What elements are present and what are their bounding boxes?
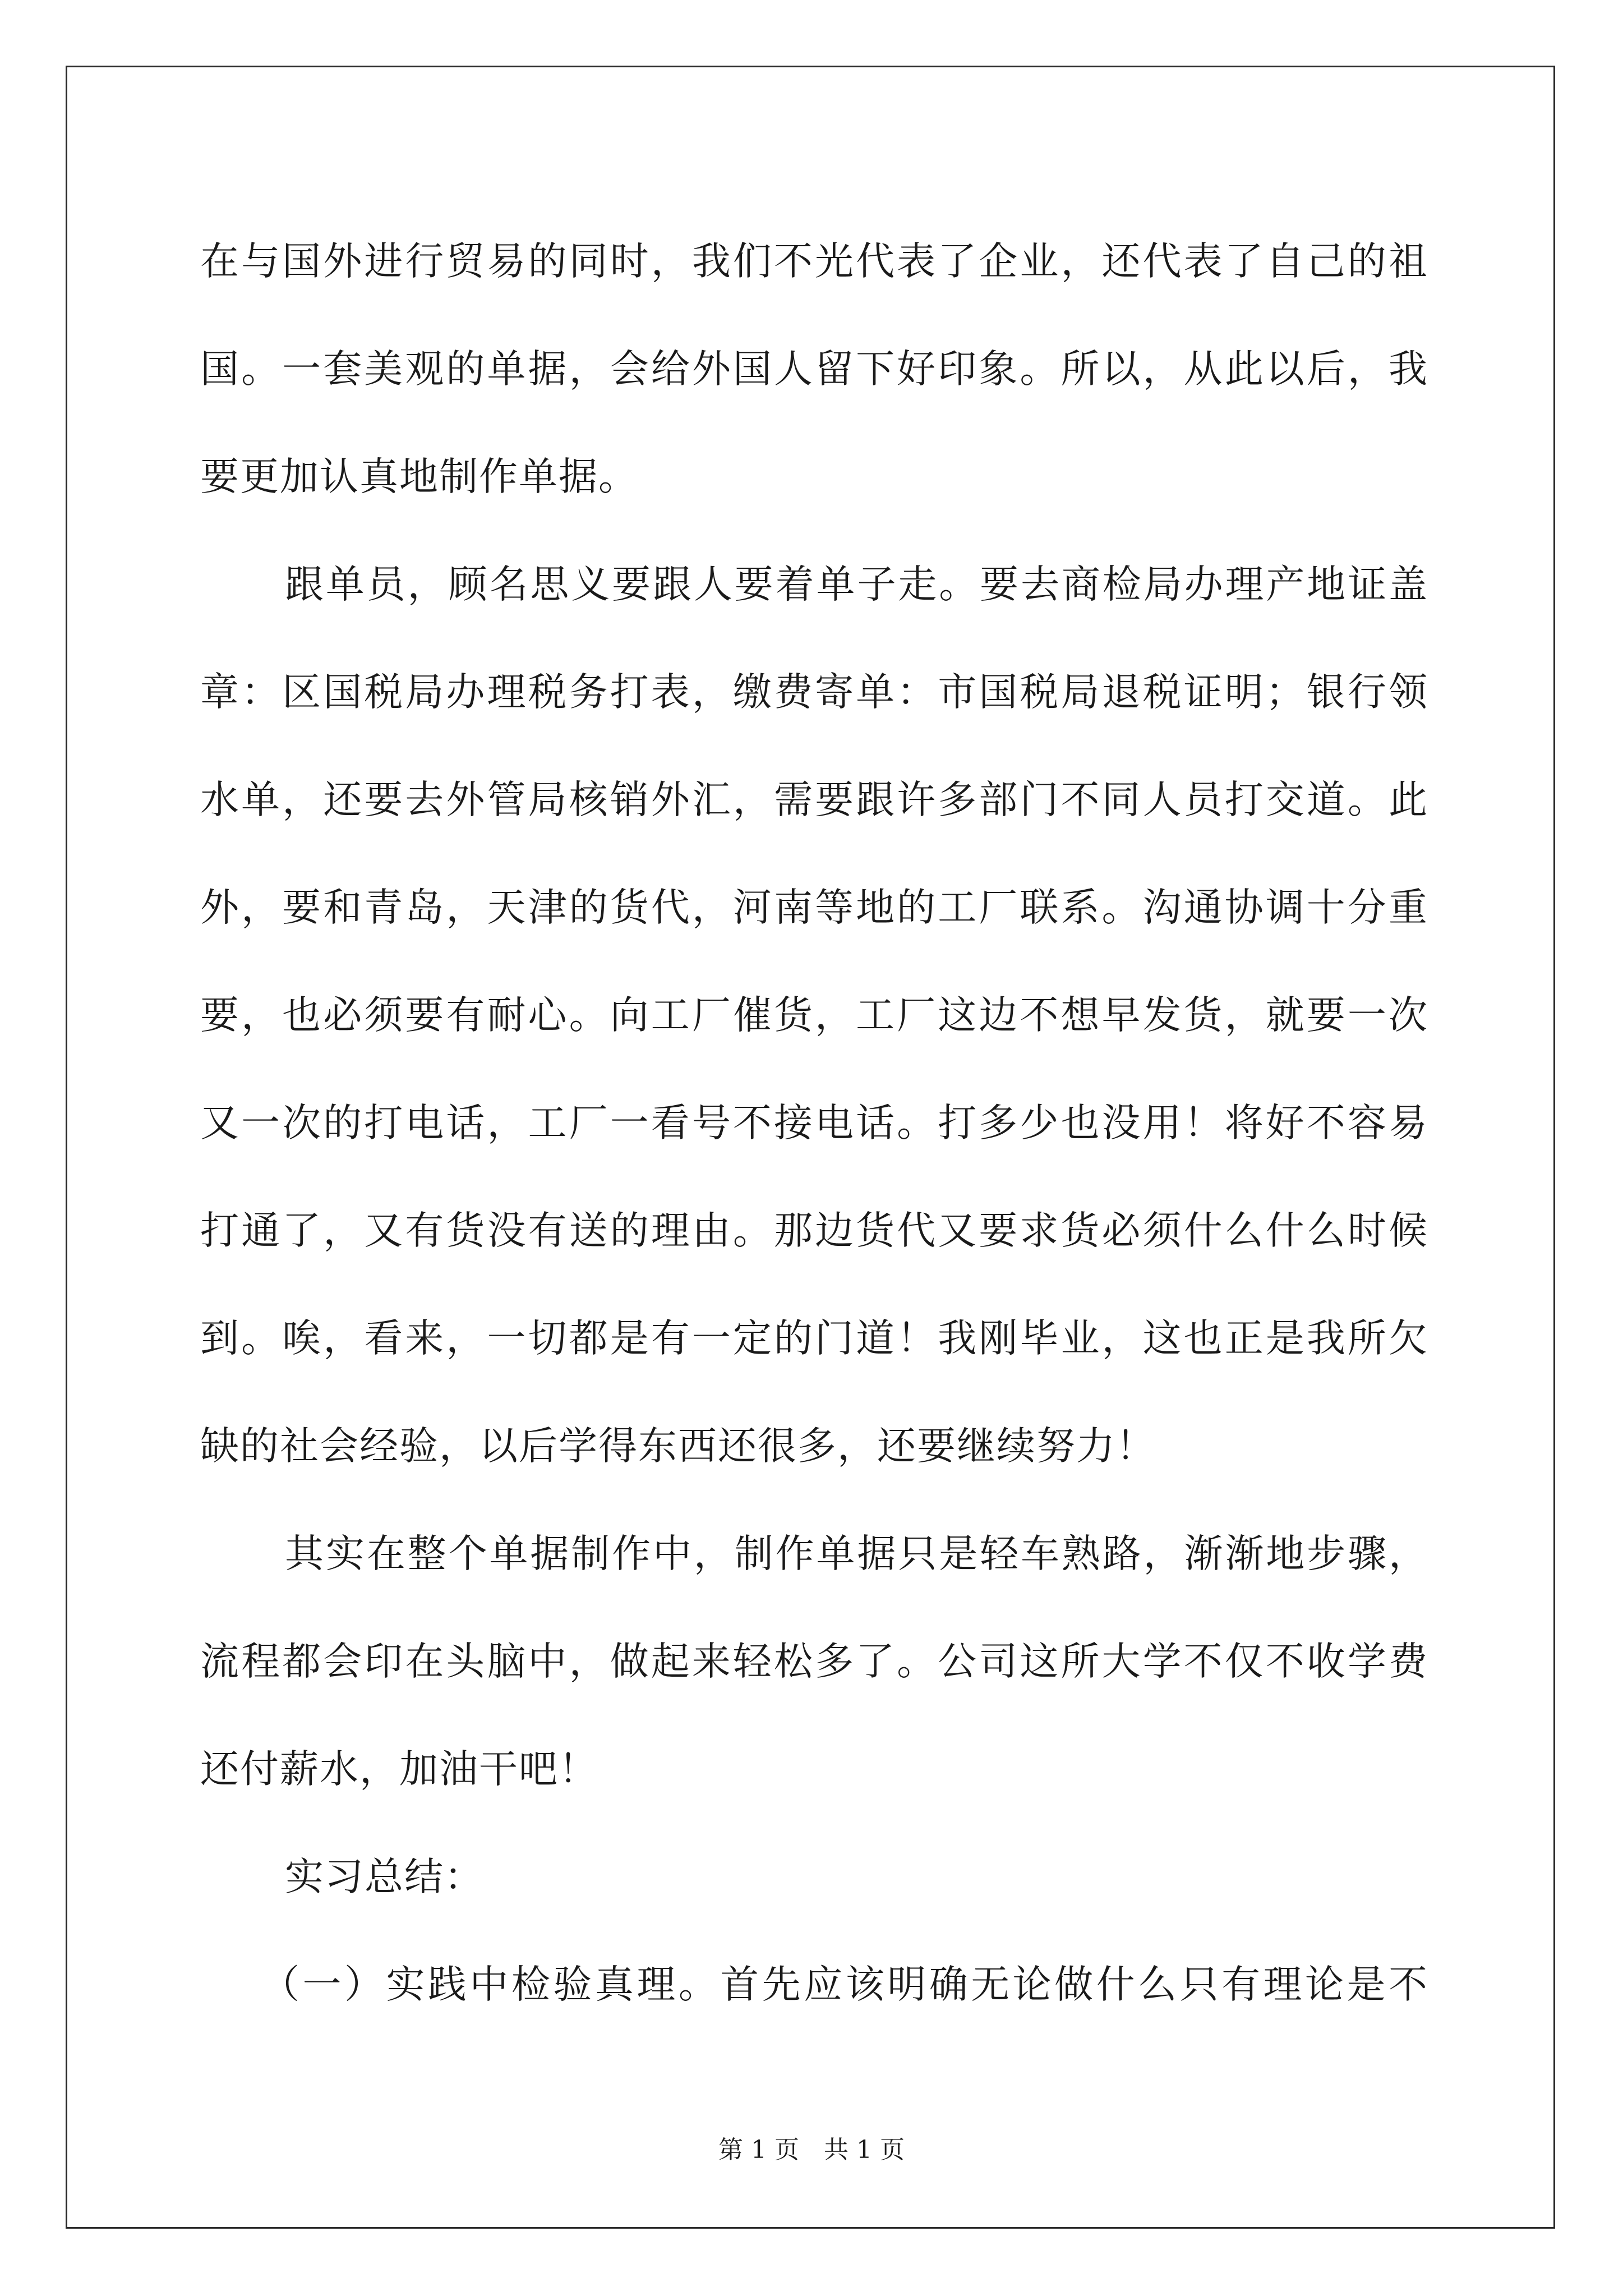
page-number: 第 1 页 xyxy=(718,2136,799,2164)
page-total: 共 1 页 xyxy=(824,2136,905,2164)
text-line: 要更加认真地制作单据。 xyxy=(200,454,638,499)
text-line: 又一次的打电话，工厂一看号不接电话。打多少也没用！将好不容易 xyxy=(200,1101,1428,1145)
text-line: 章：区国税局办理税务打表，缴费寄单：市国税局退税证明；银行领 xyxy=(200,670,1428,715)
document-body xyxy=(200,208,1428,2039)
page-footer xyxy=(0,2129,1623,2165)
text-line: 国。一套美观的单据，会给外国人留下好印象。所以，从此以后，我 xyxy=(200,347,1428,392)
text-line: （一）实践中检验真理。首先应该明确无论做什么只有理论是不 xyxy=(261,1962,1428,2007)
text-line: 流程都会印在头脑中，做起来轻松多了。公司这所大学不仅不收学费 xyxy=(200,1639,1428,1684)
text-line: 外，要和青岛，天津的货代，河南等地的工厂联系。沟通协调十分重 xyxy=(200,885,1428,930)
text-line: 打通了，又有货没有送的理由。那边货代又要求货必须什么什么时候 xyxy=(200,1208,1428,1253)
text-line: 水单，还要去外管局核销外汇，需要跟许多部门不同人员打交道。此 xyxy=(200,777,1428,822)
text-line: 还付薪水，加油干吧！ xyxy=(200,1747,598,1792)
text-line: 实习总结： xyxy=(285,1855,484,1899)
text-line: 缺的社会经验，以后学得东西还很多，还要继续努力！ xyxy=(200,1424,1156,1469)
text-line: 其实在整个单据制作中，制作单据只是轻车熟路，渐渐地步骤， xyxy=(285,1531,1428,1576)
text-line: 跟单员，顾名思义要跟人要着单子走。要去商检局办理产地证盖 xyxy=(285,562,1428,607)
text-line: 在与国外进行贸易的同时，我们不光代表了企业，还代表了自己的祖 xyxy=(200,239,1428,284)
text-line: 到。唉，看来，一切都是有一定的门道！我刚毕业，这也正是我所欠 xyxy=(200,1316,1428,1361)
text-line: 要，也必须要有耐心。向工厂催货，工厂这边不想早发货，就要一次 xyxy=(200,993,1428,1038)
